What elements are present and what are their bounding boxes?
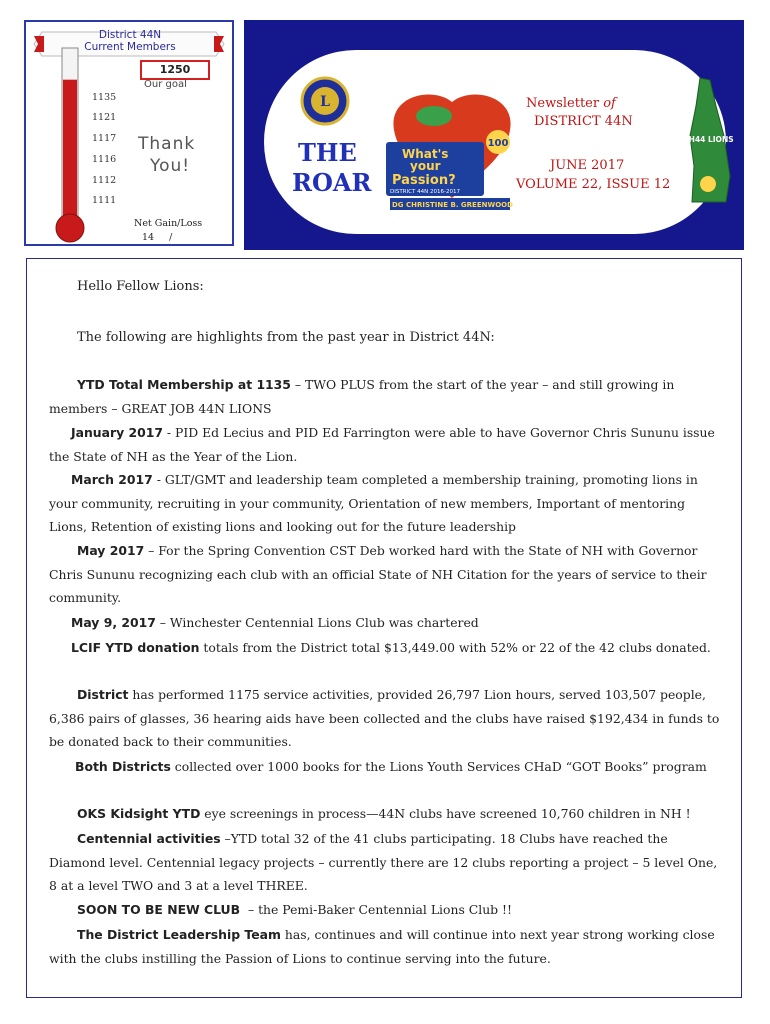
whats-your-passion-logo (382, 90, 522, 218)
thank-you-line-1: Thank (138, 134, 196, 154)
net-gain-loss-value: 14 / (142, 232, 173, 243)
logo-district-years: DISTRICT 44N 2016-2017 (390, 189, 460, 195)
highlight-item: Both Districts collected over 1000 books for the Lions Youth Services CHaD “GOT Books” program (75, 759, 707, 774)
banner-line-1: District 44N (98, 29, 162, 41)
tick-label: 1117 (92, 133, 117, 144)
tick-label: 1116 (92, 154, 117, 165)
tick-label: 1135 (92, 92, 117, 103)
net-gain-loss-label: Net Gain/Loss (134, 218, 203, 229)
thermometer-fill (63, 80, 77, 224)
svg-text:L: L (320, 94, 330, 110)
district-label: DISTRICT 44N (534, 114, 633, 129)
greeting: Hello Fellow Lions: (77, 279, 204, 294)
newsletter-body (26, 258, 742, 998)
title-line-1: THE (298, 138, 357, 167)
highlight-item: January 2017 - PID Ed Lecius and PID Ed Farrington were able to have Governor Chris Sununu issue the State of NH as the Year of the Lion. (49, 425, 715, 464)
highlight-item: Centennial activities –YTD total 32 of the 41 clubs participating. 18 Clubs have reached the Diamond level. Centennial legacy projects – currently there are 12 clubs reporting a project – 5 level One, 8 at a level TWO and 3 at a level THREE. (49, 831, 718, 893)
highlight-item: District has performed 1175 service activities, provided 26,797 Lion hours, served 103,507 people, 6,386 pairs of glasses, 36 hearing aids have been collected and the clubs have raised $192,434 in funds to be donated back to their communities. (49, 687, 720, 749)
header-oval (264, 50, 734, 234)
highlight-item: OKS Kidsight YTD eye screenings in process—44N clubs have screened 10,760 children in NH ! (77, 806, 691, 821)
thank-you-line-2: You! (150, 156, 191, 176)
membership-thermometer-panel (24, 20, 234, 246)
lions-logo-icon (300, 76, 350, 126)
newsletter-label: Newsletter of (526, 96, 616, 111)
banner-line-2: Current Members (84, 41, 176, 53)
logo-governor: DG CHRISTINE B. GREENWOOD (392, 201, 513, 209)
logo-line-3: Passion? (392, 173, 456, 188)
title-line-2: ROAR (292, 168, 372, 197)
thermometer-tube (54, 22, 94, 248)
highlight-item: May 9, 2017 – Winchester Centennial Lions Club was chartered (71, 615, 479, 630)
issue-date: JUNE 2017 (550, 158, 625, 173)
nh-logo-text: NH44 LIONS (682, 135, 734, 144)
newsletter-header (244, 20, 744, 250)
highlight-item: YTD Total Membership at 1135 – TWO PLUS from the start of the year – and still growing in members – GREAT JOB 44N LIONS (49, 377, 675, 416)
tick-label: 1121 (92, 112, 117, 123)
volume-issue: VOLUME 22, ISSUE 12 (516, 177, 671, 192)
logo-line-1: What's (402, 147, 449, 161)
highlight-item: The District Leadership Team has, continues and will continue into next year strong working close with the clubs instilling the Passion of Lions to continue serving into the future. (49, 927, 715, 966)
tick-label: 1112 (92, 175, 117, 186)
highlight-item: May 2017 – For the Spring Convention CST Deb worked hard with the State of NH with Governor Chris Sununu recognizing each club with an official State of NH Citation for the years of service to their community. (49, 543, 707, 605)
highlight-item: LCIF YTD donation totals from the District total $13,449.00 with 52% or 22 of the 42 clubs donated. (71, 640, 711, 655)
tick-label: 1111 (92, 195, 117, 206)
svg-text:100: 100 (487, 138, 509, 149)
logo-line-2: your (410, 159, 441, 173)
highlight-item: SOON TO BE NEW CLUB – the Pemi-Baker Centennial Lions Club !! (77, 902, 513, 917)
thermometer-bulb (56, 214, 84, 242)
nh44-lions-logo (682, 76, 734, 208)
highlight-item: March 2017 - GLT/GMT and leadership team completed a membership training, promoting lions in your community, recruiting in your community, Orientation of new members, Important of mentoring Lions, Retention of existing lions and looking out for the future leadership (49, 472, 698, 534)
goal-label: Our goal (144, 79, 187, 90)
intro-text: The following are highlights from the past year in District 44N: (77, 330, 495, 345)
goal-value-box: 1250 (140, 60, 210, 80)
